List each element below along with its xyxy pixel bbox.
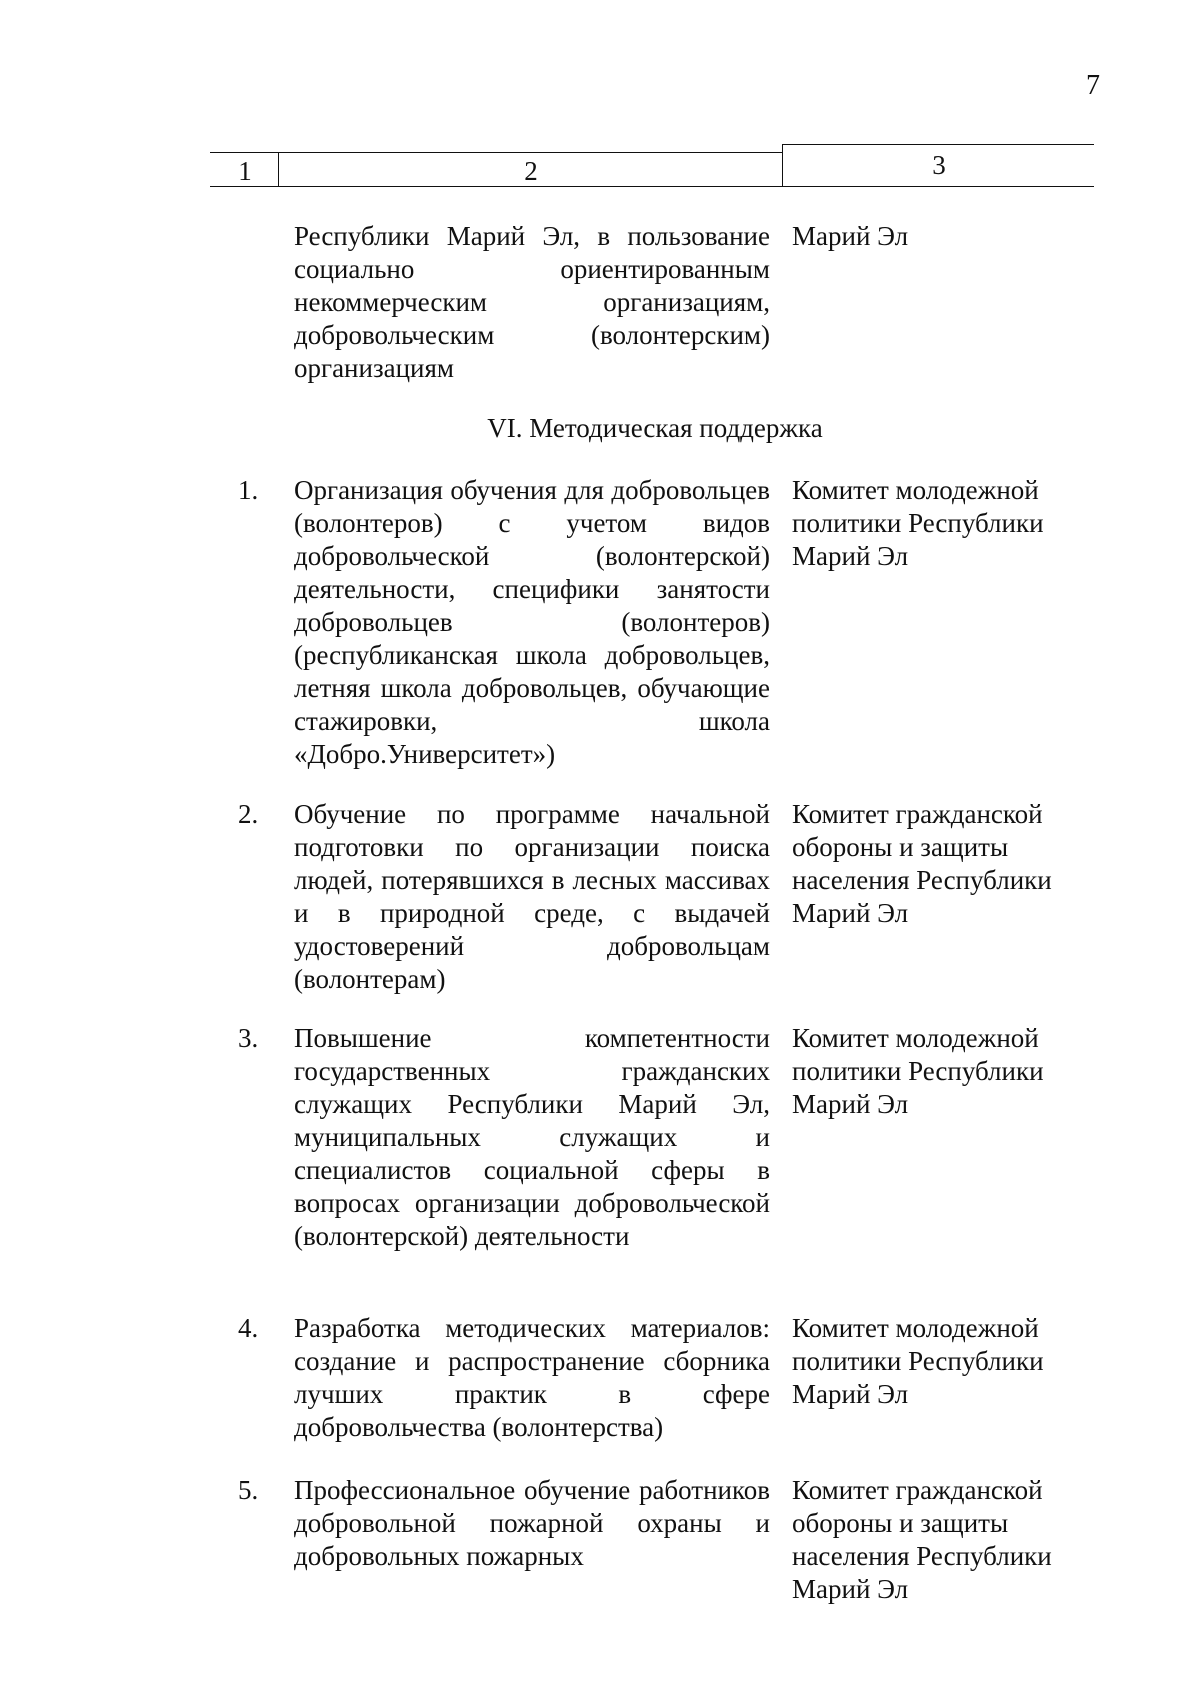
row-responsible: Комитет молодежной политики Республики Марий Эл <box>792 1313 1044 1409</box>
section-title: VI. Методическая поддержка <box>487 413 823 443</box>
page-number: 7 <box>1086 70 1100 101</box>
row-description: Обучение по программе начальной подготовки по организации поиска людей, потерявшихся в лесных массивах и в природной среде, с выдачей удостоверений добровольцам (волонтерам) <box>294 799 770 994</box>
header-top-line-left <box>210 152 782 153</box>
row-number: 2. <box>238 799 259 829</box>
row-description: Профессиональное обучение работников добровольной пожарной охраны и добровольных пожарных <box>294 1475 770 1571</box>
header-divider-1 <box>278 152 279 186</box>
row-responsible: Комитет гражданской обороны и защиты населения Республики Марий Эл <box>792 1475 1052 1604</box>
row-responsible: Комитет гражданской обороны и защиты населения Республики Марий Эл <box>792 799 1052 928</box>
header-cell-2: 2 <box>524 156 538 186</box>
row-number: 5. <box>238 1475 259 1505</box>
continuation-responsible: Марий Эл <box>792 221 909 251</box>
header-cell-1: 1 <box>238 156 252 186</box>
row-description: Организация обучения для добровольцев (волонтеров) с учетом видов добровольческой (волонтерской) деятельности, специфики занятости добровольцев (волонтеров) (республиканская школа добровольцев, летняя школа добровольцев, обучающие стажировки, школа «Добро.Университет») <box>294 475 770 769</box>
row-number: 1. <box>238 475 259 505</box>
row-number: 4. <box>238 1313 259 1343</box>
row-description: Повышение компетентности государственных гражданских служащих Республики Марий Эл, муниципальных служащих и специалистов социальной сферы в вопросах организации добровольческой (волонтерской) деятельности <box>294 1023 770 1251</box>
header-bottom-line <box>210 186 1094 187</box>
continuation-description: Республики Марий Эл, в пользование социально ориентированным некоммерческим организациям, добровольческим (волонтерским) организациям <box>294 221 770 383</box>
row-responsible: Комитет молодежной политики Республики Марий Эл <box>792 1023 1044 1119</box>
header-divider-2 <box>782 144 783 186</box>
row-number: 3. <box>238 1023 259 1053</box>
header-top-line-right <box>782 144 1094 145</box>
header-cell-3: 3 <box>932 150 946 180</box>
row-responsible: Комитет молодежной политики Республики Марий Эл <box>792 475 1044 571</box>
row-description: Разработка методических материалов: создание и распространение сборника лучших практик в сфере добровольчества (волонтерства) <box>294 1313 770 1442</box>
